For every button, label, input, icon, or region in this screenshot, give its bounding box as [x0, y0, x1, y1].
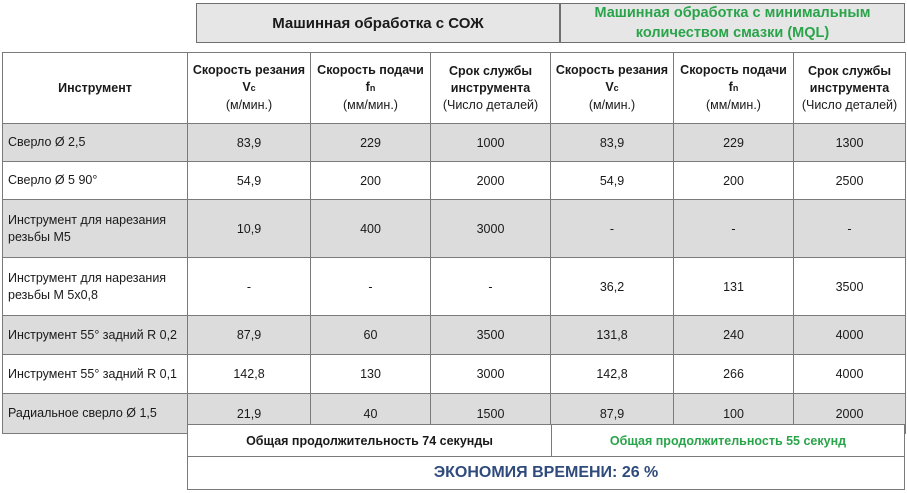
col-speed-subscript: c: [613, 83, 619, 93]
coolant-speed-cell: 87,9: [188, 316, 311, 355]
mql-feed-cell: 200: [674, 162, 794, 200]
mql-feed-cell: -: [674, 200, 794, 258]
tool-cell: Сверло Ø 5 90°: [3, 162, 188, 200]
col-life-title: Срок службы инструмента: [448, 63, 533, 95]
col-feed-title: Скорость подачи: [317, 63, 424, 77]
header-mql: Машинная обработка с минимальным количеством смазки (MQL): [560, 3, 905, 43]
mql-feed-cell: 100: [674, 394, 794, 434]
mql-life-cell: -: [794, 200, 906, 258]
mql-speed-cell: 54,9: [551, 162, 674, 200]
mql-life-cell: 2000: [794, 394, 906, 434]
mql-speed-cell: -: [551, 200, 674, 258]
col-mql-life: [794, 53, 906, 124]
mql-speed-cell: 36,2: [551, 258, 674, 316]
mql-feed-cell: 131: [674, 258, 794, 316]
col-tool: Инструмент: [3, 53, 188, 124]
header-coolant: Машинная обработка с СОЖ: [196, 3, 560, 43]
tool-cell: Сверло Ø 2,5: [3, 124, 188, 162]
col-coolant-feed: [311, 53, 431, 124]
table-row: [3, 200, 906, 258]
mql-life-cell: 1300: [794, 124, 906, 162]
mql-life-cell: 3500: [794, 258, 906, 316]
col-speed-title: Скорость резания: [192, 63, 306, 77]
col-feed-unit: (мм/мин.): [706, 98, 761, 112]
coolant-feed-cell: 400: [311, 200, 431, 258]
col-speed-unit: (м/мин.): [225, 98, 273, 112]
col-life-title: Срок службы инструмента: [807, 63, 892, 95]
mql-total-duration: Общая продолжительность 55 секунд: [551, 424, 905, 457]
coolant-feed-cell: 130: [311, 355, 431, 394]
mql-feed-cell: 266: [674, 355, 794, 394]
coolant-speed-cell: 83,9: [188, 124, 311, 162]
coolant-feed-cell: 60: [311, 316, 431, 355]
col-feed-title: Скорость подачи: [680, 63, 787, 77]
tool-cell: Инструмент для нарезания резьбы M5: [3, 200, 188, 258]
coolant-life-cell: -: [431, 258, 551, 316]
col-mql-speed: [551, 53, 674, 124]
coolant-life-cell: 1000: [431, 124, 551, 162]
coolant-life-cell: 3500: [431, 316, 551, 355]
coolant-speed-cell: 10,9: [188, 200, 311, 258]
mql-feed-cell: 240: [674, 316, 794, 355]
table-row: [3, 124, 906, 162]
col-coolant-life: [431, 53, 551, 124]
mql-speed-cell: 83,9: [551, 124, 674, 162]
coolant-speed-cell: -: [188, 258, 311, 316]
col-speed-symbol: V: [605, 80, 614, 94]
col-feed-symbol: f: [728, 80, 733, 94]
table-row: [3, 316, 906, 355]
col-feed-unit: (мм/мин.): [343, 98, 398, 112]
col-feed-symbol: f: [365, 80, 370, 94]
col-speed-title: Скорость резания: [555, 63, 669, 77]
tool-cell: Инструмент для нарезания резьбы M 5x0,8: [3, 258, 188, 316]
coolant-life-cell: 1500: [431, 394, 551, 434]
col-feed-subscript: n: [369, 83, 376, 93]
coolant-life-cell: 3000: [431, 355, 551, 394]
coolant-feed-cell: -: [311, 258, 431, 316]
table-header-row: [3, 53, 906, 124]
coolant-feed-cell: 40: [311, 394, 431, 434]
tool-cell: Инструмент 55° задний R 0,1: [3, 355, 188, 394]
mql-life-cell: 2500: [794, 162, 906, 200]
col-mql-feed: [674, 53, 794, 124]
coolant-speed-cell: 54,9: [188, 162, 311, 200]
col-coolant-speed: [188, 53, 311, 124]
mql-life-cell: 4000: [794, 355, 906, 394]
coolant-feed-cell: 229: [311, 124, 431, 162]
col-speed-unit: (м/мин.): [588, 98, 636, 112]
col-life-unit: (Число деталей): [442, 97, 539, 112]
mql-speed-cell: 142,8: [551, 355, 674, 394]
coolant-feed-cell: 200: [311, 162, 431, 200]
coolant-life-cell: 3000: [431, 200, 551, 258]
col-speed-symbol: V: [242, 80, 251, 94]
coolant-speed-cell: 142,8: [188, 355, 311, 394]
col-feed-subscript: n: [732, 83, 739, 93]
table-row: [3, 162, 906, 200]
mql-speed-cell: 131,8: [551, 316, 674, 355]
comparison-table: [2, 52, 906, 434]
mql-speed-cell: 87,9: [551, 394, 674, 434]
coolant-life-cell: 2000: [431, 162, 551, 200]
table-row: [3, 355, 906, 394]
tool-cell: Инструмент 55° задний R 0,2: [3, 316, 188, 355]
tool-cell: Радиальное сверло Ø 1,5: [3, 394, 188, 434]
time-savings-banner: ЭКОНОМИЯ ВРЕМЕНИ: 26 %: [187, 456, 905, 490]
coolant-total-duration: Общая продолжительность 74 секунды: [187, 424, 552, 457]
table-row: [3, 258, 906, 316]
coolant-speed-cell: 21,9: [188, 394, 311, 434]
col-speed-subscript: c: [250, 83, 256, 93]
mql-feed-cell: 229: [674, 124, 794, 162]
col-life-unit: (Число деталей): [801, 97, 898, 112]
mql-life-cell: 4000: [794, 316, 906, 355]
